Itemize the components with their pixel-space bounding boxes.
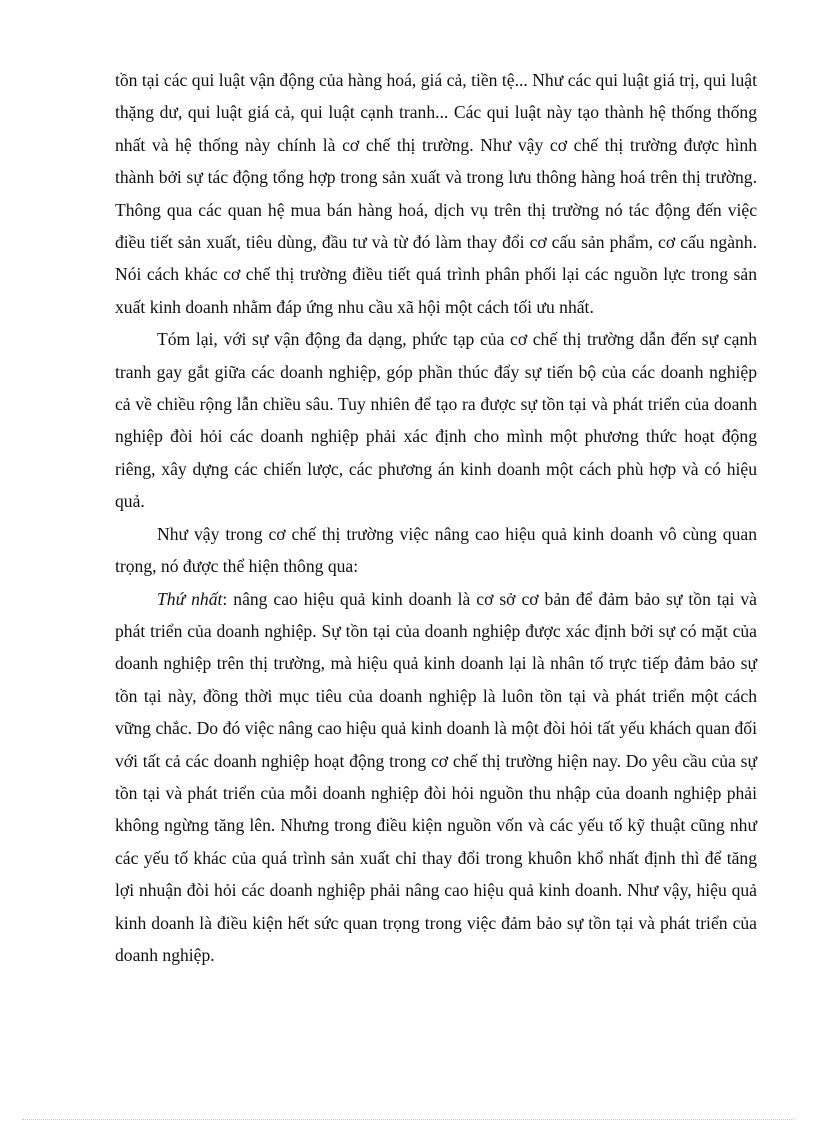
first-point-lead: Thứ nhất: [157, 588, 223, 609]
paragraph-importance-intro: Như vậy trong cơ chế thị trường việc nâng cao hiệu quả kinh doanh vô cùng quan trọng, nó được thể hiện thông qua:: [115, 523, 757, 577]
paragraph-summary: Tóm lại, với sự vận động đa dạng, phức tạp của cơ chế thị trường dẫn đến sự cạnh tranh gay gắt giữa các doanh nghiệp, góp phần thúc đẩy sự tiến bộ của các doanh nghiệp cả về chiều rộng lẫn chiều sâu. Tuy nhiên để tạo ra được sự tồn tại và phát triển của doanh nghiệp đòi hỏi các doanh nghiệp phải xác định cho mình một phương thức hoạt động riêng, xây dựng các chiến lược, các phương án kinh doanh một cách phù hợp và có hiệu quả.: [115, 329, 757, 512]
document-page: [115, 64, 757, 971]
page-bottom-divider: [22, 1119, 794, 1120]
paragraph-market-mechanism: tồn tại các qui luật vận động của hàng hoá, giá cả, tiền tệ... Như các qui luật giá trị, qui luật thặng dư, qui luật giá cả, qui luật cạnh tranh... Các qui luật này tạo thành hệ thống thống nhất và hệ thống này chính là cơ chế thị trường. Như vậy cơ chế thị trường được hình thành bởi sự tác động tổng hợp trong sản xuất và trong lưu thông hàng hoá trên thị trường. Thông qua các quan hệ mua bán hàng hoá, dịch vụ trên thị trường nó tác động đến việc điều tiết sản xuất, tiêu dùng, đầu tư và từ đó làm thay đổi cơ cấu sản phẩm, cơ cấu ngành. Nói cách khác cơ chế thị trường điều tiết quá trình phân phối lại các nguồn lực trong sản xuất kinh doanh nhằm đáp ứng nhu cầu xã hội một cách tối ưu nhất.: [115, 70, 757, 317]
first-point-body: : nâng cao hiệu quả kinh doanh là cơ sở cơ bản để đảm bảo sự tồn tại và phát triển của doanh nghiệp. Sự tồn tại của doanh nghiệp được xác định bởi sự có mặt của doanh nghiệp trên thị trường, mà hiệu quả kinh doanh lại là nhân tố trực tiếp đảm bảo sự tồn tại này, đồng thời mục tiêu của doanh nghiệp là luôn tồn tại và phát triển một cách vững chắc. Do đó việc nâng cao hiệu quả kinh doanh là một đòi hỏi tất yếu khách quan đối với tất cả các doanh nghiệp hoạt động trong cơ chế thị trường hiện nay. Do yêu cầu của sự tồn tại và phát triển của mỗi doanh nghiệp đòi hỏi nguồn thu nhập của doanh nghiệp phải không ngừng tăng lên. Nhưng trong điều kiện nguồn vốn và các yếu tố kỹ thuật cũng như các yếu tố khác của quá trình sản xuất chỉ thay đổi trong khuôn khổ nhất định thì để tăng lợi nhuận đòi hỏi các doanh nghiệp phải nâng cao hiệu quả kinh doanh. Như vậy, hiệu quả kinh doanh là điều kiện hết sức quan trọng trong việc đảm bảo sự tồn tại và phát triển của doanh nghiệp.: [115, 588, 757, 965]
paragraph-first-point: [115, 583, 757, 972]
